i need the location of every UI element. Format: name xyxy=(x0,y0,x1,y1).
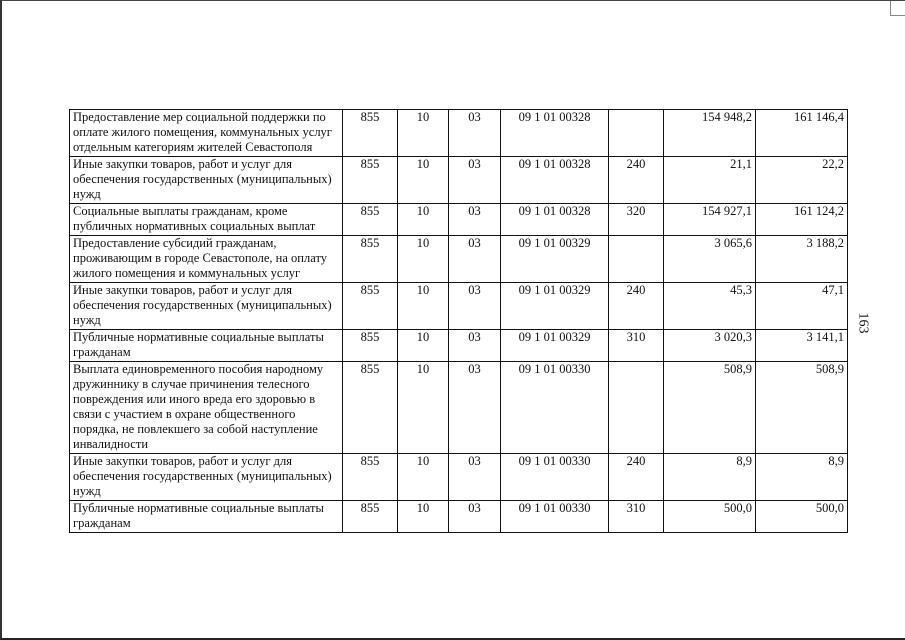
subsection-code: 03 xyxy=(449,110,501,157)
ministry-code: 855 xyxy=(343,330,398,362)
ministry-code: 855 xyxy=(343,157,398,204)
target-article: 09 1 01 00330 xyxy=(501,362,609,454)
section-code: 10 xyxy=(398,454,449,501)
subsection-code: 03 xyxy=(449,330,501,362)
target-article: 09 1 01 00328 xyxy=(501,110,609,157)
ministry-code: 855 xyxy=(343,283,398,330)
row-name: Публичные нормативные социальные выплаты гражданам xyxy=(70,501,343,533)
expense-type: 240 xyxy=(609,283,664,330)
subsection-code: 03 xyxy=(449,157,501,204)
row-name: Иные закупки товаров, работ и услуг для обеспечения государственных (муниципальных) нужд xyxy=(70,454,343,501)
row-name: Иные закупки товаров, работ и услуг для обеспечения государственных (муниципальных) нужд xyxy=(70,283,343,330)
target-article: 09 1 01 00329 xyxy=(501,236,609,283)
expense-type xyxy=(609,110,664,157)
row-name: Предоставление мер социальной поддержки по оплате жилого помещения, коммунальных услуг отдельным категориям жителей Севастополя xyxy=(70,110,343,157)
sum-year-2: 161 124,2 xyxy=(756,204,848,236)
sum-year-2: 3 141,1 xyxy=(756,330,848,362)
row-name: Социальные выплаты гражданам, кроме публичных нормативных социальных выплат xyxy=(70,204,343,236)
sum-year-2: 47,1 xyxy=(756,283,848,330)
sum-year-1: 500,0 xyxy=(664,501,756,533)
ministry-code: 855 xyxy=(343,454,398,501)
expense-type: 310 xyxy=(609,501,664,533)
row-name: Выплата единовременного пособия народному дружиннику в случае причинения телесного повреждения или иного вреда его здоровью в связи с участием в охране общественного порядка, не повлекшего за собой наступление инвалидности xyxy=(70,362,343,454)
sum-year-2: 500,0 xyxy=(756,501,848,533)
ministry-code: 855 xyxy=(343,236,398,283)
section-code: 10 xyxy=(398,283,449,330)
sum-year-2: 161 146,4 xyxy=(756,110,848,157)
sum-year-1: 154 927,1 xyxy=(664,204,756,236)
table-row xyxy=(70,501,848,533)
section-code: 10 xyxy=(398,330,449,362)
sum-year-1: 508,9 xyxy=(664,362,756,454)
target-article: 09 1 01 00328 xyxy=(501,204,609,236)
expense-type: 310 xyxy=(609,330,664,362)
table-row xyxy=(70,236,848,283)
subsection-code: 03 xyxy=(449,362,501,454)
subsection-code: 03 xyxy=(449,204,501,236)
table-row xyxy=(70,283,848,330)
table-row xyxy=(70,110,848,157)
expense-type xyxy=(609,362,664,454)
section-code: 10 xyxy=(398,501,449,533)
budget-table-body xyxy=(70,110,848,533)
target-article: 09 1 01 00330 xyxy=(501,454,609,501)
subsection-code: 03 xyxy=(449,283,501,330)
sum-year-1: 21,1 xyxy=(664,157,756,204)
expense-type: 240 xyxy=(609,454,664,501)
row-name: Предоставление субсидий гражданам, проживающим в городе Севастополе, на оплату жилого помещения и коммунальных услуг xyxy=(70,236,343,283)
budget-table xyxy=(69,109,848,533)
table-row xyxy=(70,157,848,204)
row-name: Публичные нормативные социальные выплаты гражданам xyxy=(70,330,343,362)
section-code: 10 xyxy=(398,204,449,236)
sum-year-2: 8,9 xyxy=(756,454,848,501)
subsection-code: 03 xyxy=(449,454,501,501)
section-code: 10 xyxy=(398,236,449,283)
target-article: 09 1 01 00328 xyxy=(501,157,609,204)
page-number: 163 xyxy=(855,312,871,334)
expense-type: 320 xyxy=(609,204,664,236)
sum-year-2: 3 188,2 xyxy=(756,236,848,283)
section-code: 10 xyxy=(398,362,449,454)
sum-year-1: 8,9 xyxy=(664,454,756,501)
sum-year-1: 3 065,6 xyxy=(664,236,756,283)
table-row xyxy=(70,454,848,501)
sum-year-2: 508,9 xyxy=(756,362,848,454)
subsection-code: 03 xyxy=(449,236,501,283)
subsection-code: 03 xyxy=(449,501,501,533)
sum-year-1: 154 948,2 xyxy=(664,110,756,157)
row-name: Иные закупки товаров, работ и услуг для обеспечения государственных (муниципальных) нужд xyxy=(70,157,343,204)
target-article: 09 1 01 00329 xyxy=(501,283,609,330)
target-article: 09 1 01 00329 xyxy=(501,330,609,362)
expense-type: 240 xyxy=(609,157,664,204)
expense-type xyxy=(609,236,664,283)
ministry-code: 855 xyxy=(343,501,398,533)
target-article: 09 1 01 00330 xyxy=(501,501,609,533)
ministry-code: 855 xyxy=(343,204,398,236)
section-code: 10 xyxy=(398,157,449,204)
table-row xyxy=(70,330,848,362)
sum-year-1: 45,3 xyxy=(664,283,756,330)
page-corner xyxy=(890,1,905,16)
table-row xyxy=(70,362,848,454)
table-row xyxy=(70,204,848,236)
sum-year-1: 3 020,3 xyxy=(664,330,756,362)
section-code: 10 xyxy=(398,110,449,157)
ministry-code: 855 xyxy=(343,110,398,157)
sum-year-2: 22,2 xyxy=(756,157,848,204)
ministry-code: 855 xyxy=(343,362,398,454)
